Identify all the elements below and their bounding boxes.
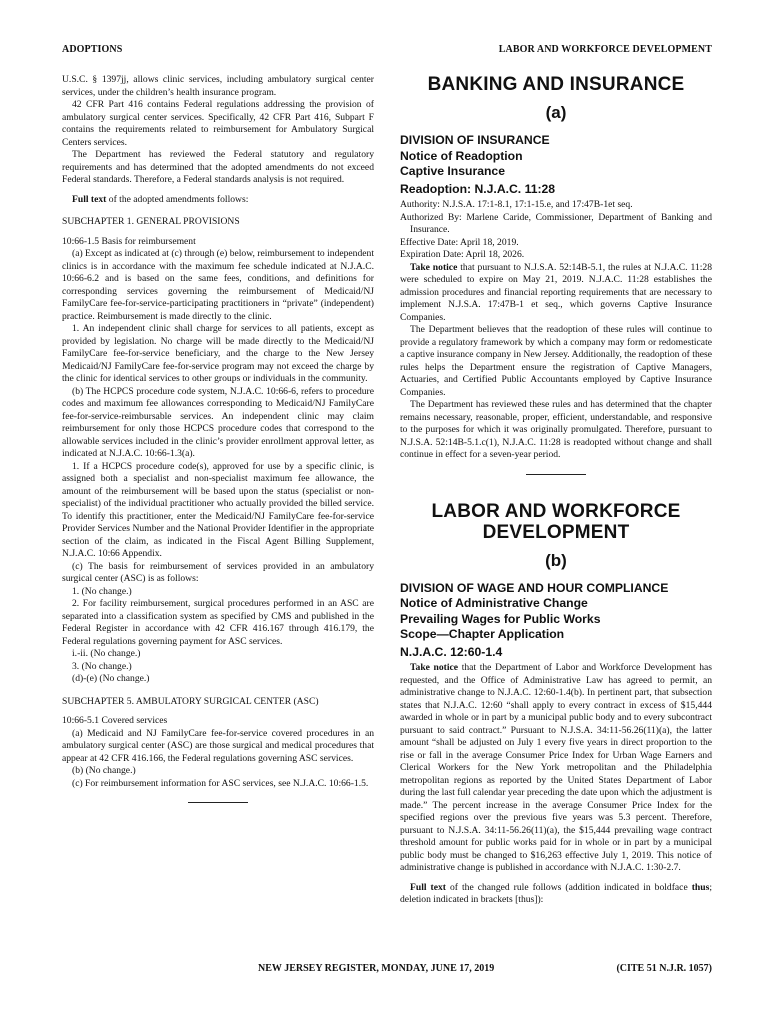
rule-citation: N.J.A.C. 12:60-1.4 [400,644,503,659]
department-heading [400,501,712,543]
paragraph: (c) For reimbursement information for ASC services, see N.J.A.C. 10:66-1.5. [72,777,369,789]
notice-type: Notice of Administrative Change [400,596,588,610]
full-text-intro: Full text of the changed rule follows (addition indicated in boldface thus; deletion indicated in brackets [thus]): [400,881,712,905]
running-header [62,44,712,60]
bold-lead: Take notice [410,662,459,673]
right-column [400,74,712,907]
notice-subject: Prevailing Wages for Public Works [400,611,601,626]
paragraph: i.-ii. (No change.) [72,648,141,659]
bold-lead: Full text [410,881,446,893]
header-section-label: ADOPTIONS [62,44,123,55]
paragraph: (d)-(e) (No change.) [72,673,150,684]
paragraph: 42 CFR Part 416 contains Federal regulations addressing the provision of ambulatory surgical center services. Specifically, 42 CFR Part 416, Subpart F contains the requirements related to reimbursement for Ambulatory Surgical Centers services. [62,99,374,148]
section-divider [526,474,586,475]
subchapter-heading: SUBCHAPTER 5. AMBULATORY SURGICAL CENTER (ASC) [62,695,319,707]
department-heading: BANKING AND INSURANCE [427,74,685,95]
paragraph: (c) The basis for reimbursement of services provided in an ambulatory surgical center (ASC) is as follows: [62,560,374,584]
paragraph: Take notice that the Department of Labor and Workforce Development has requested, and the Office of Administrative Law has agreed to permit, an administrative change to N.J.A.C. 12:60-1.4(b). In pertinent part, that subsection states that N.J.A.C. 12:60 “shall apply to every contract in excess of $15,444 awarded in whole or in part by a municipal public body and to every subcontract pursuant to said contract.” Pursuant to N.J.S.A. 34:11-56.26(11)(a), the latter amount “shall be adjusted on July 1 every five years in direct proportion to the rise or fall in the average Consumer Price Index for Urban Wage Earners and Clerical Workers for the New York metropolitan and the Philadelphia metropolitan regions as reported by the United States Department of Labor during the last full calendar year preceding the date upon which the adjustment is made.” The percent increase in the average Consumer Price Index for the specified regions over the previous five years was 5.3 percent. Therefore, pursuant to N.J.S.A. 34:11-56.26(11)(a), the $15,444 prevailing wage contract threshold amount for public works paid for in whole or in part by a municipal public body must be changed to $16,263 effective July 1, 2019. This notice of administrative change is published in accordance with N.J.A.C. 1:30-2.7. [400,662,712,873]
authority-line: Authority: N.J.S.A. 17:1-8.1, 17:1-15.e, and 17:47B-1et seq. [400,199,633,210]
authorized-by-line: Authorized By: Marlene Caride, Commissioner, Department of Banking and Insurance. [400,211,712,235]
footer-publication: NEW JERSEY REGISTER, MONDAY, JUNE 17, 2019 [258,963,495,974]
item-letter: (b) [545,550,567,570]
section-heading: 10:66-1.5 Basis for reimbursement [62,235,196,247]
notice-subject: Captive Insurance [400,164,505,178]
left-column [62,74,374,907]
department-heading-line: LABOR AND WORKFORCE [431,500,681,522]
notice-subject: Scope—Chapter Application [400,627,565,641]
paragraph: (a) Except as indicated at (c) through (e) below, reimbursement to independent clinics is in accordance with the maximum fee schedule indicated at N.J.A.C. 10:66-6.2 and is based on the same fees, conditions, and definitions for corresponding services governing the reimbursement of Medicaid/NJ FamilyCare fee-for-service-participating practitioners in “private” (independent) practice. Reimbursement is made directly to the clinic. [62,248,374,322]
item-letter: (a) [545,103,567,122]
footer-citation: (CITE 51 N.J.R. 1057) [616,963,712,974]
section-divider [188,802,248,803]
division-heading: DIVISION OF INSURANCE [400,133,550,147]
division-heading: DIVISION OF WAGE AND HOUR COMPLIANCE [400,580,669,595]
section-heading: 10:66-5.1 Covered services [62,715,168,726]
bold-lead: Take notice [410,261,458,273]
paragraph: 3. (No change.) [72,660,132,672]
expiration-date: Expiration Date: April 18, 2026. [400,249,525,260]
paragraph: Take notice that pursuant to N.J.S.A. 52:14B-5.1, the rules at N.J.A.C. 11:28 were scheduled to expire on May 21, 2019. N.J.A.C. 11:28 establishes the admission procedures and financial reporting requirements that are necessary to implement N.J.S.A. 17:47B-1 et seq., which governs Captive Insurance Companies. [400,261,712,323]
paragraph: The Department has reviewed these rules and has determined that the chapter remains necessary, reasonable, proper, efficient, understandable, and responsive to the purposes for which it was originally promulgated. Therefore, pursuant to N.J.S.A. 52:14B-5.1.c(1), N.J.A.C. 11:28 is readopted without change and shall continue in effect for a seven-year period. [400,399,712,460]
paragraph: (b) The HCPCS procedure code system, N.J.A.C. 10:66-6, refers to procedure codes and maximum fee allowances corresponding to Medicaid/NJ FamilyCare fee-for-service-reimbursable services. An independent clinic may claim reimbursement for only those HCPCS procedure codes that correspond to the allowable services included in the clinic’s provider enrollment approval letter, as indicated at N.J.A.C. 10:66-1.3(a). [62,385,374,459]
header-department-label: LABOR AND WORKFORCE DEVELOPMENT [498,44,712,55]
department-heading-line: DEVELOPMENT [482,521,630,543]
paragraph: (b) (No change.) [72,765,136,776]
paragraph: 1. (No change.) [72,585,132,597]
paragraph: U.S.C. § 1397jj, allows clinic services, including ambulatory surgical center services, under the children’s health insurance program. [62,74,374,98]
readoption-citation: Readoption: N.J.A.C. 11:28 [400,181,556,196]
paragraph: (a) Medicaid and NJ FamilyCare fee-for-service covered procedures in an ambulatory surgical center (ASC) are those surgical and medical procedures that appear at 42 CFR 416.166, the Federal regulations governing ASC services. [62,727,374,764]
bold-lead: Full text [72,193,107,205]
notice-type: Notice of Readoption [400,148,523,163]
subchapter-heading: SUBCHAPTER 1. GENERAL PROVISIONS [62,216,240,227]
effective-date: Effective Date: April 18, 2019. [400,236,519,248]
bold-example: thus [691,881,710,893]
paragraph: 1. An independent clinic shall charge for services to all patients, except as provided by legislation. No charge will be made directly to the Medicaid/NJ FamilyCare fee-for-service beneficiary, and the charge to the New Jersey Medicaid/NJ FamilyCare fee-for-service program may not exceed the charge by the clinic for identical services to other groups or individuals in the community. [62,323,374,384]
paragraph: 2. For facility reimbursement, surgical procedures performed in an ASC are separated into a classification system as specified by CMS and published in the Federal Register in accordance with 42 CFR 416.167 through 416.179, the Federal regulations governing payment for ASC services. [62,598,374,647]
paragraph: 1. If a HCPCS procedure code(s), approved for use by a specific clinic, is assigned both a specialist and non-specialist maximum fee allowance, the amount of the reimbursement will be based upon the status (specialist or non-specialist) of the individual practitioner who actually provided the billed service. To identify this practitioner, enter the Medicaid/NJ FamilyCare fee-for-service Provider Services Number and the National Provider Identifier in the appropriate section of the claim, as indicated in the Fiscal Agent Billing Supplement, N.J.A.C. 10:66 Appendix. [62,460,374,559]
paragraph: The Department believes that the readoption of these rules will continue to provide a regulatory framework by which a company may form or redomesticate a captive insurance company in New Jersey. Additionally, the readoption of these rules helps the Department ensure the registration of Captive Managers, Actuaries, and Certified Public Accountants employed by Captive Insurance Companies. [400,324,712,398]
paragraph: The Department has reviewed the Federal statutory and regulatory requirements and has determined that the adopted amendments do not exceed Federal standards. Therefore, a Federal standards analysis is not required. [62,149,374,185]
full-text-intro: Full text of the adopted amendments follows: [72,193,249,205]
